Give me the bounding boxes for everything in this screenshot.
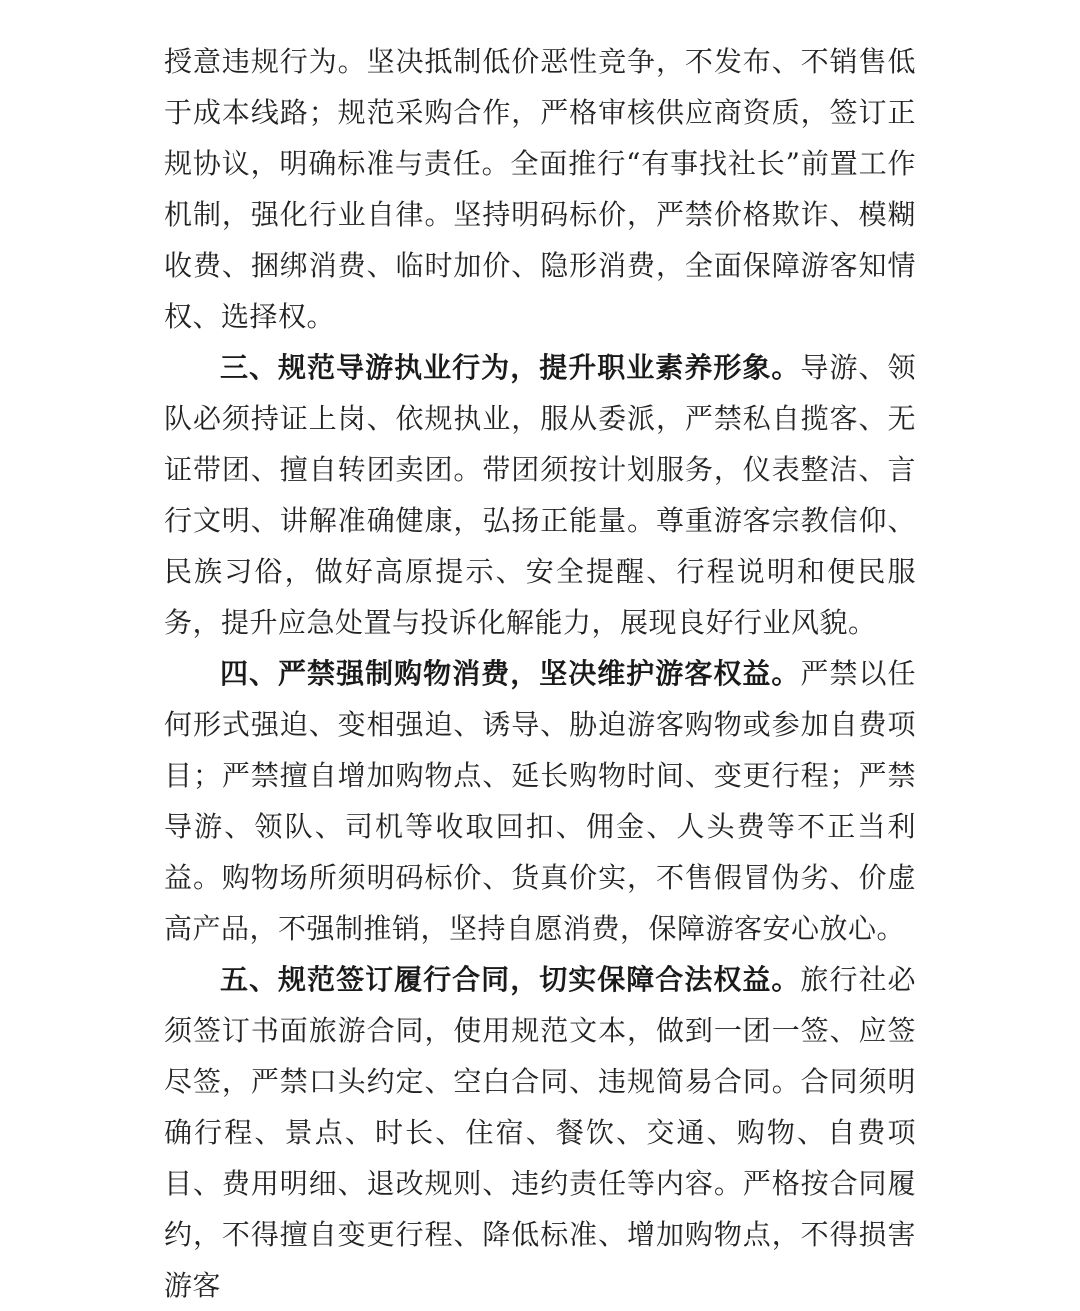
section-4-body: 严禁以任何形式强迫、变相强迫、诱导、胁迫游客购物或参加自费项目；严禁擅自增加购物点、延长购物时间、变更行程；严禁导游、领队、司机等收取回扣、佣金、人头费等不正当利益。购物场所须明码标价、货真价实，不售假冒伪劣、价虚高产品，不强制推销，坚持自愿消费，保障游客安心放心。 [164,657,916,945]
section-5-heading: 五、规范签订履行合同，切实保障合法权益。 [220,963,801,996]
paragraph-section-3 [164,342,916,648]
document-body [164,36,916,1311]
section-3-heading: 三、规范导游执业行为，提升职业素养形象。 [220,351,801,384]
paragraph-continuation [164,36,916,342]
section-5-body: 旅行社必须签订书面旅游合同，使用规范文本，做到一团一签、应签尽签，严禁口头约定、空白合同、违规简易合同。合同须明确行程、景点、时长、住宿、餐饮、交通、购物、自费项目、费用明细、退改规则、违约责任等内容。严格按合同履约，不得擅自变更行程、降低标准、增加购物点，不得损害游客 [164,963,916,1302]
paragraph-section-4 [164,648,916,954]
section-4-heading: 四、严禁强制购物消费，坚决维护游客权益。 [220,657,801,690]
paragraph-body: 授意违规行为。坚决抵制低价恶性竞争，不发布、不销售低于成本线路；规范采购合作，严格审核供应商资质，签订正规协议，明确标准与责任。全面推行“有事找社长”前置工作机制，强化行业自律。坚持明码标价，严禁价格欺诈、模糊收费、捆绑消费、临时加价、隐形消费，全面保障游客知情权、选择权。 [164,45,916,333]
section-3-body: 导游、领队必须持证上岗、依规执业，服从委派，严禁私自揽客、无证带团、擅自转团卖团。带团须按计划服务，仪表整洁、言行文明、讲解准确健康，弘扬正能量。尊重游客宗教信仰、民族习俗，做好高原提示、安全提醒、行程说明和便民服务，提升应急处置与投诉化解能力，展现良好行业风貌。 [164,351,916,639]
paragraph-section-5 [164,954,916,1311]
